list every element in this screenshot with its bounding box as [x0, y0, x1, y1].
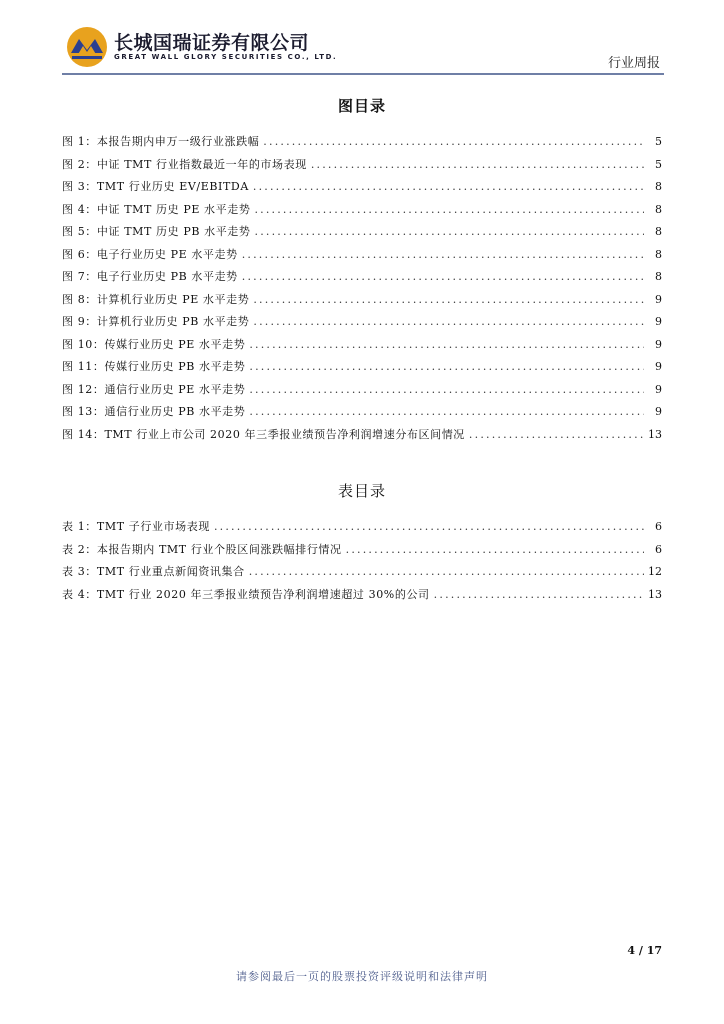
toc-entry[interactable] [62, 424, 662, 447]
toc-entry-label: 图 3：TMT 行业历史 EV/EBITDA [62, 180, 249, 193]
toc-leader-dots [263, 131, 644, 154]
toc-entry-label: 表 1：TMT 子行业市场表现 [62, 520, 210, 533]
toc-leader-dots [469, 424, 644, 447]
toc-leader-dots [242, 266, 644, 289]
toc-leader-dots [249, 356, 644, 379]
company-logo-icon [66, 26, 108, 68]
toc-leader-dots [214, 516, 644, 539]
toc-entry[interactable] [62, 199, 662, 222]
toc-leader-dots [242, 244, 644, 267]
toc-entry-page: 13 [648, 587, 662, 601]
toc-entry-page: 6 [655, 542, 662, 556]
toc-entry-page: 5 [655, 157, 662, 171]
toc-entry-label: 图 6：电子行业历史 PE 水平走势 [62, 247, 238, 261]
toc-entry-page: 9 [655, 315, 662, 328]
toc-entry-label: 图 12：通信行业历史 PE 水平走势 [62, 382, 246, 396]
toc-leader-dots [254, 199, 644, 222]
toc-entry[interactable] [62, 539, 662, 562]
toc-entry-page: 8 [655, 247, 662, 261]
toc-entry[interactable] [62, 131, 662, 154]
footer-disclaimer: 请参阅最后一页的股票投资评级说明和法律声明 [236, 970, 488, 983]
toc-leader-dots [249, 334, 644, 357]
toc-entry[interactable] [62, 401, 662, 424]
toc-leader-dots [311, 154, 644, 177]
page-header [0, 0, 724, 76]
toc-entry[interactable] [62, 154, 662, 177]
company-name-en: GREAT WALL GLORY SECURITIES CO., LTD. [114, 53, 338, 61]
figures-toc-list [62, 131, 662, 446]
page-number: 4 / 17 [627, 944, 662, 957]
toc-entry[interactable] [62, 311, 662, 334]
toc-entry-page: 13 [648, 427, 662, 441]
toc-entry[interactable] [62, 356, 662, 379]
toc-entry-page: 5 [655, 135, 662, 148]
toc-entry-page: 9 [655, 360, 662, 373]
toc-entry-label: 图 13：通信行业历史 PB 水平走势 [62, 405, 246, 418]
toc-entry-label: 图 2：中证 TMT 行业指数最近一年的市场表现 [62, 157, 307, 171]
toc-entry-label: 图 4：中证 TMT 历史 PE 水平走势 [62, 202, 251, 216]
toc-entry[interactable] [62, 266, 662, 289]
company-name-cn: 长城国瑞证券有限公司 [114, 32, 310, 54]
toc-entry-label: 图 11：传媒行业历史 PB 水平走势 [62, 360, 246, 373]
toc-entry-label: 图 7：电子行业历史 PB 水平走势 [62, 270, 238, 283]
toc-entry[interactable] [62, 289, 662, 312]
toc-leader-dots [434, 584, 644, 607]
toc-leader-dots [249, 401, 644, 424]
report-type: 行业周报 [607, 56, 660, 71]
toc-entry-label: 表 2：本报告期内 TMT 行业个股区间涨跌幅排行情况 [62, 542, 342, 556]
toc-leader-dots [249, 379, 644, 402]
toc-leader-dots [249, 561, 644, 584]
toc-leader-dots [346, 539, 644, 562]
toc-entry-label: 图 8：计算机行业历史 PE 水平走势 [62, 292, 250, 306]
toc-entry-page: 9 [655, 405, 662, 418]
toc-entry[interactable] [62, 561, 662, 584]
toc-leader-dots [253, 311, 644, 334]
toc-entry[interactable] [62, 584, 662, 607]
toc-entry-page: 6 [655, 520, 662, 533]
toc-entry-page: 12 [648, 565, 662, 578]
toc-entry-page: 9 [655, 292, 662, 306]
tables-toc-list [62, 516, 662, 606]
toc-entry-label: 图 10：传媒行业历史 PE 水平走势 [62, 337, 246, 351]
toc-entry[interactable] [62, 379, 662, 402]
toc-entry-page: 9 [655, 337, 662, 351]
toc-entry-label: 图 5：中证 TMT 历史 PB 水平走势 [62, 225, 251, 238]
toc-entry[interactable] [62, 244, 662, 267]
toc-entry[interactable] [62, 516, 662, 539]
toc-entry-page: 8 [655, 202, 662, 216]
toc-entry[interactable] [62, 334, 662, 357]
toc-entry[interactable] [62, 176, 662, 199]
toc-entry-label: 图 14：TMT 行业上市公司 2020 年三季报业绩预告净利润增速分布区间情况 [62, 427, 465, 441]
figures-toc-title: 图目录 [337, 97, 386, 115]
tables-toc-title: 表目录 [337, 482, 386, 500]
toc-leader-dots [255, 221, 644, 244]
toc-entry-page: 8 [655, 225, 662, 238]
toc-entry[interactable] [62, 221, 662, 244]
toc-entry-page: 8 [655, 180, 662, 193]
header-divider [62, 73, 664, 75]
toc-entry-page: 9 [655, 382, 662, 396]
toc-entry-label: 图 1：本报告期内申万一级行业涨跌幅 [62, 135, 260, 148]
toc-entry-label: 表 4：TMT 行业 2020 年三季报业绩预告净利润增速超过 30%的公司 [62, 587, 430, 601]
toc-leader-dots [253, 176, 644, 199]
toc-entry-label: 表 3：TMT 行业重点新闻资讯集合 [62, 565, 245, 578]
toc-entry-label: 图 9：计算机行业历史 PB 水平走势 [62, 315, 250, 328]
toc-leader-dots [253, 289, 644, 312]
toc-entry-page: 8 [655, 270, 662, 283]
